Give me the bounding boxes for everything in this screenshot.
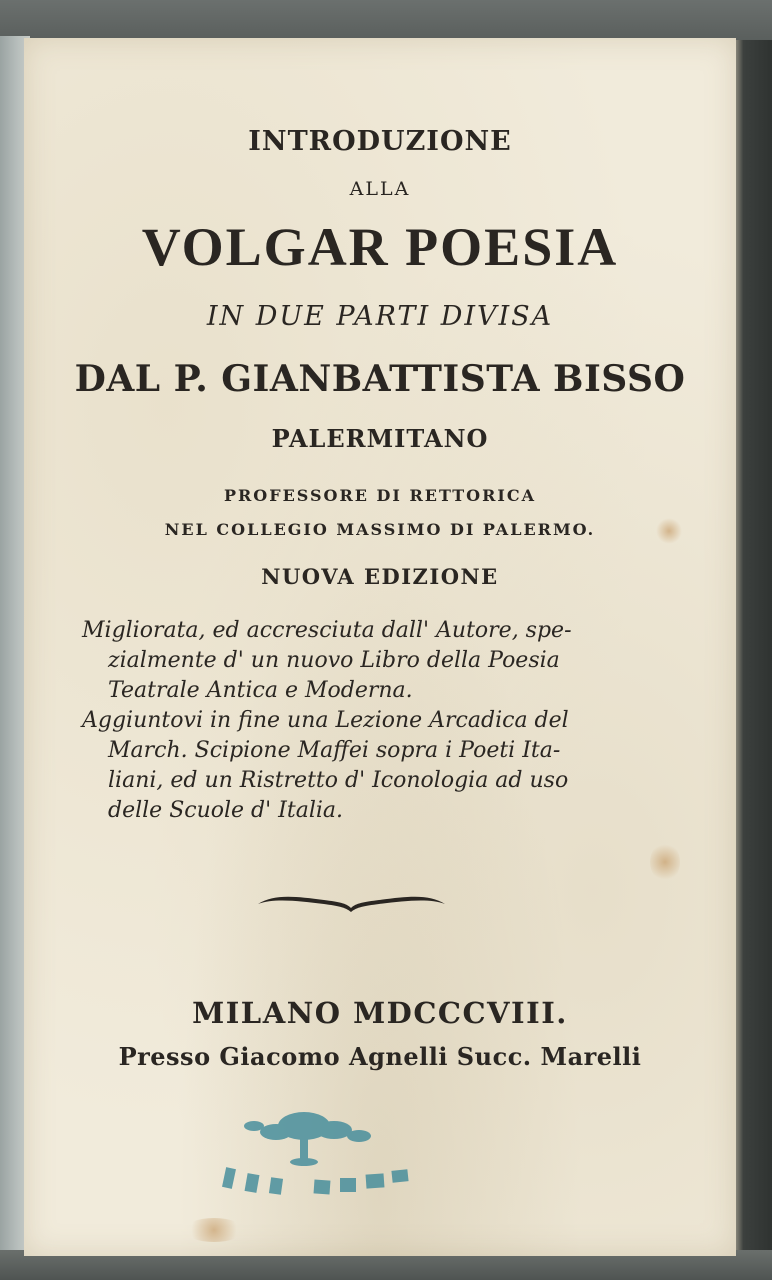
description-line: Teatrale Antica e Moderna. xyxy=(108,678,413,703)
imprint-place-date: MILANO MDCCCVIII. xyxy=(192,996,568,1030)
author-origin: PALERMITANO xyxy=(271,424,489,453)
description-line: March. Scipione Maffei sopra i Poeti Ita- xyxy=(108,738,561,763)
main-title: VOLGAR POESIA xyxy=(141,217,619,277)
title-page xyxy=(24,38,736,1256)
description-line: Migliorata, ed accresciuta dall' Autore, spe- xyxy=(82,618,572,643)
imprint-printer: Presso Giacomo Agnelli Succ. Marelli xyxy=(118,1042,642,1071)
edition-statement: NUOVA EDIZIONE xyxy=(261,564,499,589)
library-stamp-icon xyxy=(194,1096,424,1206)
scan-background-top xyxy=(0,0,772,40)
author-line: DAL P. GIANBATTISTA BISSO xyxy=(74,358,686,400)
author-title-line-1: PROFESSORE DI RETTORICA xyxy=(223,486,537,505)
description-line: zialmente d' un nuovo Libro della Poesia xyxy=(108,648,560,673)
ornamental-rule xyxy=(254,890,449,914)
description-line: liani, ed un Ristretto d' Iconologia ad uso xyxy=(108,768,569,793)
author-title-line-2: NEL COLLEGIO MASSIMO DI PALERMO. xyxy=(164,520,596,539)
subtitle: IN DUE PARTI DIVISA xyxy=(206,301,554,332)
edition-description xyxy=(82,616,682,826)
description-line: delle Scuole d' Italia. xyxy=(108,798,343,823)
title-line-introduzione: INTRODUZIONE xyxy=(248,126,512,157)
foxing-spot xyxy=(650,842,680,882)
description-line: Aggiuntovi in fine una Lezione Arcadica del xyxy=(82,708,569,733)
foxing-spot xyxy=(184,1218,244,1242)
title-line-alla: ALLA xyxy=(349,178,411,200)
